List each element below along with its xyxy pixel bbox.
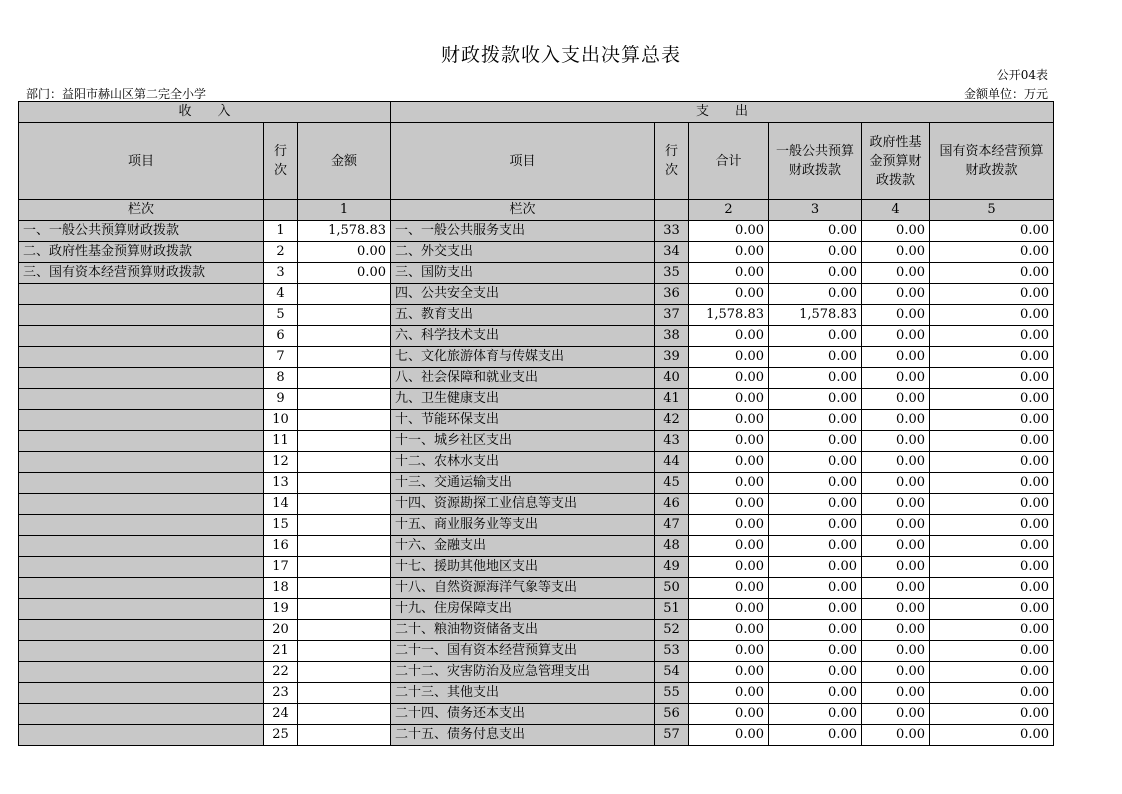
table-row [19,347,1054,368]
table-row [19,683,1054,704]
income-amount [298,662,391,683]
fiscal-summary-table [18,101,1054,746]
income-row-number: 10 [264,410,298,431]
income-item-cell [19,599,264,620]
table-row [19,305,1054,326]
column-number-row [19,200,1054,221]
expense-item-cell: 二、外交支出 [391,242,655,263]
income-item-cell [19,284,264,305]
income-amount: 0.00 [298,242,391,263]
income-item-cell: 二、政府性基金预算财政拨款 [19,242,264,263]
income-item-cell [19,389,264,410]
expense-total: 0.00 [689,326,769,347]
income-row-number: 20 [264,620,298,641]
state-capital-amount: 0.00 [930,725,1054,746]
income-row-number: 7 [264,347,298,368]
state-capital-amount: 0.00 [930,242,1054,263]
general-budget-amount: 0.00 [769,557,862,578]
expense-row-number: 56 [655,704,689,725]
table-row [19,620,1054,641]
gov-fund-amount: 0.00 [862,515,930,536]
income-row-no-header: 行次 [264,123,298,200]
table-row [19,536,1054,557]
state-capital-header: 国有资本经营预算财政拨款 [930,123,1054,200]
state-capital-amount: 0.00 [930,326,1054,347]
expense-total: 0.00 [689,578,769,599]
expense-item-cell: 十三、交通运输支出 [391,473,655,494]
state-capital-amount: 0.00 [930,431,1054,452]
expense-row-number: 45 [655,473,689,494]
income-item-cell [19,326,264,347]
expense-item-cell: 二十、粮油物资储备支出 [391,620,655,641]
general-budget-amount: 0.00 [769,242,862,263]
gov-fund-amount: 0.00 [862,704,930,725]
expense-total: 0.00 [689,515,769,536]
gov-fund-amount: 0.00 [862,221,930,242]
income-item-cell [19,452,264,473]
state-capital-amount: 0.00 [930,389,1054,410]
gov-fund-amount: 0.00 [862,725,930,746]
col-number-1: 1 [298,200,391,221]
expense-row-number: 35 [655,263,689,284]
state-capital-amount: 0.00 [930,452,1054,473]
state-capital-amount: 0.00 [930,578,1054,599]
expense-row-number: 52 [655,620,689,641]
expense-total: 0.00 [689,494,769,515]
state-capital-amount: 0.00 [930,410,1054,431]
gov-fund-amount: 0.00 [862,347,930,368]
general-budget-amount: 0.00 [769,368,862,389]
gov-fund-amount: 0.00 [862,326,930,347]
income-amount [298,683,391,704]
income-amount: 0.00 [298,263,391,284]
income-item-cell: 三、国有资本经营预算财政拨款 [19,263,264,284]
expense-item-cell: 十四、资源勘探工业信息等支出 [391,494,655,515]
state-capital-amount: 0.00 [930,494,1054,515]
expense-item-cell: 十七、援助其他地区支出 [391,557,655,578]
general-budget-amount: 0.00 [769,725,862,746]
income-lanci-label: 栏次 [19,200,264,221]
blank-cell [264,200,298,221]
income-item-cell [19,578,264,599]
income-row-number: 23 [264,683,298,704]
expense-row-number: 36 [655,284,689,305]
gov-fund-amount: 0.00 [862,473,930,494]
expense-total: 0.00 [689,452,769,473]
expense-total: 0.00 [689,242,769,263]
table-row [19,284,1054,305]
expense-lanci-label: 栏次 [391,200,655,221]
income-row-number: 24 [264,704,298,725]
expense-item-cell: 九、卫生健康支出 [391,389,655,410]
expense-item-header: 项目 [391,123,655,200]
income-section-header: 收 入 [19,102,391,123]
income-item-cell [19,368,264,389]
expense-item-cell: 十八、自然资源海洋气象等支出 [391,578,655,599]
expense-row-number: 55 [655,683,689,704]
department-label: 部门：益阳市赫山区第二完全小学 [26,87,207,101]
general-budget-amount: 0.00 [769,683,862,704]
expense-row-number: 48 [655,536,689,557]
income-amount [298,410,391,431]
table-row [19,578,1054,599]
state-capital-amount: 0.00 [930,599,1054,620]
income-amount [298,641,391,662]
table-row [19,494,1054,515]
state-capital-amount: 0.00 [930,368,1054,389]
expense-total: 0.00 [689,389,769,410]
expense-total: 0.00 [689,683,769,704]
income-amount [298,326,391,347]
unit-label: 金额单位：万元 [963,87,1048,101]
general-budget-amount: 0.00 [769,599,862,620]
expense-row-number: 57 [655,725,689,746]
gov-fund-amount: 0.00 [862,683,930,704]
page-title: 财政拨款收入支出决算总表 [440,44,681,66]
gov-fund-amount: 0.00 [862,620,930,641]
income-amount [298,620,391,641]
income-item-cell [19,662,264,683]
expense-total: 0.00 [689,263,769,284]
general-budget-amount: 0.00 [769,494,862,515]
table-row [19,326,1054,347]
income-amount [298,704,391,725]
expense-item-cell: 二十四、债务还本支出 [391,704,655,725]
gov-fund-amount: 0.00 [862,284,930,305]
income-amount [298,347,391,368]
expense-item-cell: 二十五、债务付息支出 [391,725,655,746]
state-capital-amount: 0.00 [930,221,1054,242]
expense-total: 0.00 [689,347,769,368]
expense-total: 0.00 [689,641,769,662]
income-item-cell [19,410,264,431]
gov-fund-amount: 0.00 [862,389,930,410]
income-item-cell [19,347,264,368]
expense-item-cell: 二十一、国有资本经营预算支出 [391,641,655,662]
gov-fund-amount: 0.00 [862,641,930,662]
expense-section-header: 支 出 [391,102,1054,123]
expense-row-number: 42 [655,410,689,431]
expense-total: 0.00 [689,725,769,746]
state-capital-amount: 0.00 [930,284,1054,305]
state-capital-amount: 0.00 [930,305,1054,326]
expense-total: 0.00 [689,368,769,389]
general-budget-amount: 0.00 [769,641,862,662]
state-capital-amount: 0.00 [930,704,1054,725]
expense-total: 0.00 [689,557,769,578]
state-capital-amount: 0.00 [930,515,1054,536]
expense-item-cell: 十二、农林水支出 [391,452,655,473]
expense-item-cell: 五、教育支出 [391,305,655,326]
expense-row-no-header: 行次 [655,123,689,200]
income-row-number: 6 [264,326,298,347]
income-row-number: 16 [264,536,298,557]
table-row [19,557,1054,578]
table-row [19,410,1054,431]
income-amount: 1,578.83 [298,221,391,242]
expense-row-number: 40 [655,368,689,389]
state-capital-amount: 0.00 [930,641,1054,662]
gov-fund-amount: 0.00 [862,452,930,473]
gov-fund-amount: 0.00 [862,536,930,557]
income-item-cell [19,641,264,662]
expense-total: 0.00 [689,536,769,557]
income-row-number: 8 [264,368,298,389]
state-capital-amount: 0.00 [930,347,1054,368]
income-row-number: 22 [264,662,298,683]
income-amount [298,284,391,305]
expense-item-cell: 二十三、其他支出 [391,683,655,704]
income-row-number: 9 [264,389,298,410]
income-row-number: 3 [264,263,298,284]
income-item-cell [19,473,264,494]
table-row [19,242,1054,263]
general-budget-amount: 0.00 [769,536,862,557]
income-row-number: 14 [264,494,298,515]
general-budget-amount: 0.00 [769,662,862,683]
expense-row-number: 53 [655,641,689,662]
income-row-number: 11 [264,431,298,452]
income-amount [298,389,391,410]
col-number-5: 5 [930,200,1054,221]
state-capital-amount: 0.00 [930,683,1054,704]
income-item-cell [19,494,264,515]
expense-total: 0.00 [689,410,769,431]
expense-item-cell: 三、国防支出 [391,263,655,284]
general-budget-amount: 0.00 [769,704,862,725]
state-capital-amount: 0.00 [930,473,1054,494]
col-number-3: 3 [769,200,862,221]
income-item-cell [19,515,264,536]
income-item-cell [19,704,264,725]
income-amount [298,368,391,389]
income-row-number: 17 [264,557,298,578]
general-budget-amount: 0.00 [769,284,862,305]
expense-total: 0.00 [689,284,769,305]
general-budget-amount: 0.00 [769,221,862,242]
state-capital-amount: 0.00 [930,263,1054,284]
general-budget-amount: 0.00 [769,578,862,599]
income-row-number: 12 [264,452,298,473]
expense-total: 0.00 [689,473,769,494]
section-header-row [19,102,1054,123]
expense-item-cell: 七、文化旅游体育与传媒支出 [391,347,655,368]
income-amount [298,725,391,746]
income-row-number: 21 [264,641,298,662]
table-row [19,725,1054,746]
table-row [19,431,1054,452]
income-amount [298,557,391,578]
general-budget-amount: 0.00 [769,431,862,452]
col-number-2: 2 [689,200,769,221]
gov-fund-amount: 0.00 [862,263,930,284]
expense-row-number: 46 [655,494,689,515]
gov-fund-amount: 0.00 [862,557,930,578]
general-budget-amount: 0.00 [769,347,862,368]
table-row [19,389,1054,410]
income-item-cell [19,536,264,557]
gov-fund-amount: 0.00 [862,662,930,683]
general-budget-amount: 0.00 [769,389,862,410]
income-amount-header: 金额 [298,123,391,200]
table-row [19,515,1054,536]
income-amount [298,578,391,599]
expense-item-cell: 十一、城乡社区支出 [391,431,655,452]
income-row-number: 2 [264,242,298,263]
gov-fund-amount: 0.00 [862,599,930,620]
general-budget-header: 一般公共预算财政拨款 [769,123,862,200]
expense-item-cell: 六、科学技术支出 [391,326,655,347]
expense-item-cell: 四、公共安全支出 [391,284,655,305]
income-item-cell [19,683,264,704]
income-row-number: 13 [264,473,298,494]
expense-row-number: 51 [655,599,689,620]
expense-total: 0.00 [689,431,769,452]
expense-item-cell: 二十二、灾害防治及应急管理支出 [391,662,655,683]
general-budget-amount: 0.00 [769,452,862,473]
expense-total-header: 合计 [689,123,769,200]
general-budget-amount: 0.00 [769,473,862,494]
table-row [19,221,1054,242]
form-number: 公开04表 [996,68,1048,82]
state-capital-amount: 0.00 [930,536,1054,557]
income-amount [298,494,391,515]
gov-fund-amount: 0.00 [862,368,930,389]
expense-row-number: 34 [655,242,689,263]
expense-row-number: 37 [655,305,689,326]
income-item-header: 项目 [19,123,264,200]
expense-item-cell: 十五、商业服务业等支出 [391,515,655,536]
state-capital-amount: 0.00 [930,662,1054,683]
income-amount [298,599,391,620]
expense-total: 1,578.83 [689,305,769,326]
income-row-number: 25 [264,725,298,746]
income-item-cell: 一、一般公共预算财政拨款 [19,221,264,242]
gov-fund-amount: 0.00 [862,494,930,515]
expense-row-number: 54 [655,662,689,683]
expense-total: 0.00 [689,599,769,620]
table-row [19,263,1054,284]
general-budget-amount: 0.00 [769,620,862,641]
income-amount [298,452,391,473]
income-row-number: 15 [264,515,298,536]
expense-row-number: 38 [655,326,689,347]
expense-row-number: 43 [655,431,689,452]
expense-total: 0.00 [689,221,769,242]
income-amount [298,515,391,536]
table-row [19,704,1054,725]
blank-cell [655,200,689,221]
income-row-number: 4 [264,284,298,305]
expense-total: 0.00 [689,662,769,683]
expense-item-cell: 一、一般公共服务支出 [391,221,655,242]
general-budget-amount: 0.00 [769,263,862,284]
income-item-cell [19,305,264,326]
expense-row-number: 33 [655,221,689,242]
income-row-number: 18 [264,578,298,599]
expense-row-number: 50 [655,578,689,599]
column-header-row [19,123,1054,200]
income-amount [298,473,391,494]
expense-total: 0.00 [689,620,769,641]
table-row [19,662,1054,683]
expense-row-number: 47 [655,515,689,536]
general-budget-amount: 0.00 [769,326,862,347]
income-amount [298,431,391,452]
income-item-cell [19,557,264,578]
income-amount [298,305,391,326]
col-number-4: 4 [862,200,930,221]
expense-row-number: 49 [655,557,689,578]
table-row [19,641,1054,662]
gov-fund-amount: 0.00 [862,410,930,431]
income-item-cell [19,725,264,746]
general-budget-amount: 1,578.83 [769,305,862,326]
table-row [19,452,1054,473]
expense-item-cell: 十九、住房保障支出 [391,599,655,620]
expense-row-number: 41 [655,389,689,410]
expense-item-cell: 十六、金融支出 [391,536,655,557]
expense-total: 0.00 [689,704,769,725]
gov-fund-amount: 0.00 [862,242,930,263]
general-budget-amount: 0.00 [769,410,862,431]
expense-item-cell: 十、节能环保支出 [391,410,655,431]
income-item-cell [19,620,264,641]
gov-fund-header: 政府性基金预算财政拨款 [862,123,930,200]
income-amount [298,536,391,557]
income-row-number: 5 [264,305,298,326]
gov-fund-amount: 0.00 [862,305,930,326]
income-row-number: 19 [264,599,298,620]
state-capital-amount: 0.00 [930,557,1054,578]
table-row [19,599,1054,620]
expense-row-number: 39 [655,347,689,368]
income-item-cell [19,431,264,452]
expense-row-number: 44 [655,452,689,473]
state-capital-amount: 0.00 [930,620,1054,641]
gov-fund-amount: 0.00 [862,431,930,452]
table-row [19,473,1054,494]
expense-item-cell: 八、社会保障和就业支出 [391,368,655,389]
table-row [19,368,1054,389]
income-row-number: 1 [264,221,298,242]
general-budget-amount: 0.00 [769,515,862,536]
gov-fund-amount: 0.00 [862,578,930,599]
